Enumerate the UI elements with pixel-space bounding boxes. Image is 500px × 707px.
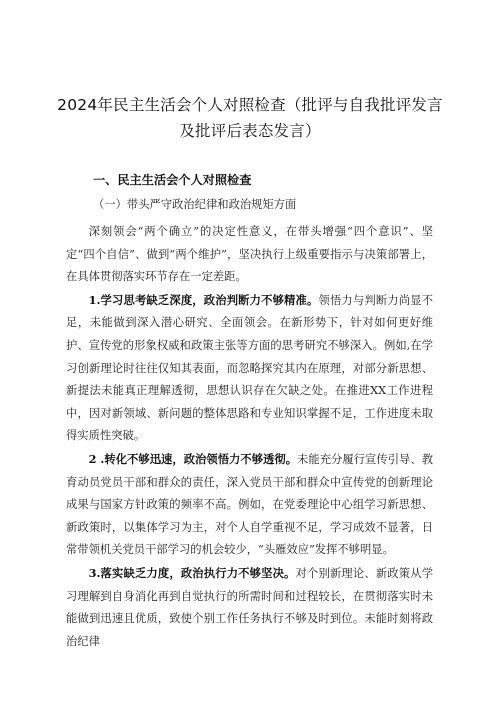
point-text-1: 领悟力与判断力尚显不足，未能做到深入潜心研究、全面领会。在新形势下，针对如何更好维护、宣传党的形象权威和政策主张等方面的思考研究不够深入。例如,在学习创新理论时往往仅知其表面，而忽略探究其内在原理，对部分新思想、新提法未能真正理解透彻，思想认识存在欠缺之处。在推进XX工作进程中，因对新领域、新问题的整体思路和专业知识掌握不足，工作进度未取得实质性突破。 bbox=[66, 293, 433, 443]
point-lead-2: 2 .转化不够迅速，政治领悟力不够透彻。 bbox=[88, 451, 298, 466]
section-heading: 一、民主生活会个人对照检查 bbox=[93, 173, 252, 187]
point-paragraph-3 bbox=[66, 562, 433, 653]
intro-paragraph: 深刻领会“两个确立”的决定性意义，在带头增强“四个意识”、坚定“四个自信”、做到“两个维护”，坚决执行上级重要指示与决策部署上，在具体贯彻落实环节存在一定差距。 bbox=[66, 225, 433, 284]
document-body bbox=[66, 221, 433, 653]
subsection-heading: （一）带头严守政治纪律和政治规矩方面 bbox=[93, 198, 297, 211]
point-lead-3: 3.落实缺乏力度，政治执行力不够坚决。 bbox=[88, 565, 296, 580]
point-lead-1: 1.学习思考缺乏深度，政治判断力不够精准。 bbox=[88, 292, 319, 307]
point-text-2: 未能充分履行宣传引导、教育动员党员干部和群众的责任，深入党员干部和群众中宣传党的创新理论成果与国家方针政策的频率不高。例如，在党委理论中心组学习新思想、新政策时，以集体学习为主，对个人自学重视不足，学习成效不显著，日常带领机关党员干部学习的机会较少，“头雁效应”发挥不够明显。 bbox=[66, 452, 433, 557]
point-paragraph-2 bbox=[66, 448, 433, 562]
document-title: 2024年民主生活会个人对照检查（批评与自我批评发言及批评后表态发言） bbox=[57, 96, 443, 140]
point-text-3: 对个别新理论、新政策从学习理解到自身消化再到自觉执行的所需时间和过程较长，在贯彻落实时未能做到迅速且优质，致使个别工作任务执行不够及时到位。未能时刻将政治纪律 bbox=[66, 566, 433, 648]
point-paragraph-1 bbox=[66, 289, 433, 448]
